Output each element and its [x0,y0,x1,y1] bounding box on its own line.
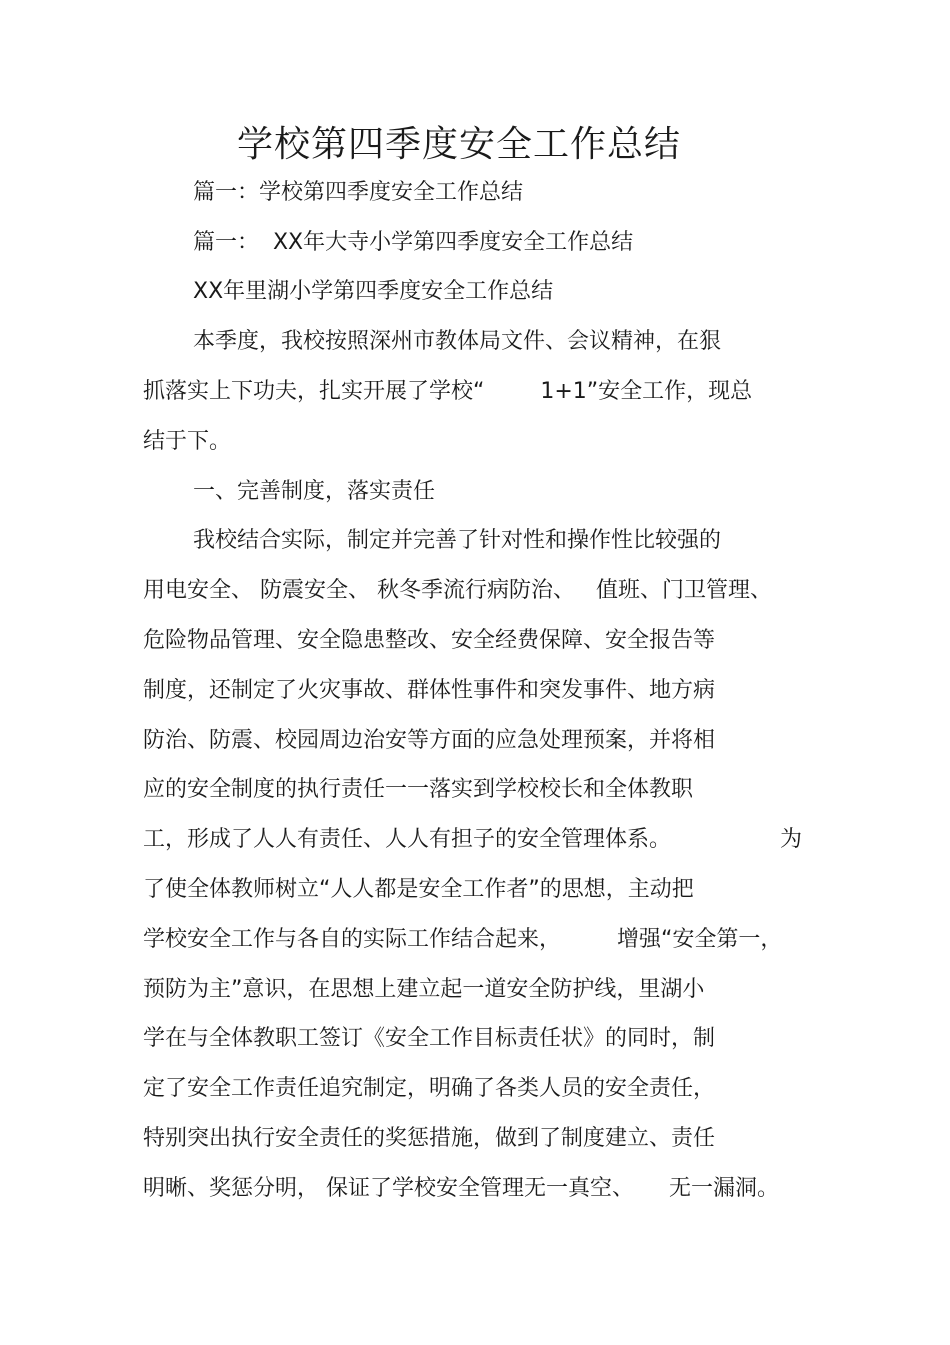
text-line: 定了安全工作责任追究制定，明确了各类人员的安全责任， [143,1076,716,1101]
text-line: 防治、防震、校园周边治安等方面的应急处理预案，并将相 [143,728,716,753]
text-line: 篇一： XX年大寺小学第四季度安全工作总结 [193,230,634,255]
document-title: 学校第四季度安全工作总结 [236,124,681,165]
text-line: 明晰、奖惩分明， 保证了学校安全管理无一真空、 无一漏洞。 [143,1176,779,1201]
text-line: 工，形成了人人有责任、人人有担子的安全管理体系。 [143,827,672,852]
text-line: 特别突出执行安全责任的奖惩措施，做到了制度建立、责任 [143,1126,716,1151]
text-line: 学校安全工作与各自的实际工作结合起来， 增强“安全第一， [143,927,783,952]
text-line: 本季度，我校按照深州市教体局文件、会议精神，在狠 [193,329,722,354]
text-line: 抓落实上下功夫，扎实开展了学校“ 1+1”安全工作，现总 [143,379,753,404]
text-line: 了使全体教师树立“人人都是安全工作者”的思想，主动把 [143,877,694,902]
text-line: 应的安全制度的执行责任一一落实到学校校长和全体教职 [143,777,694,802]
text-line: 我校结合实际，制定并完善了针对性和操作性比较强的 [193,528,722,553]
text-line: XX年里湖小学第四季度安全工作总结 [193,279,554,304]
text-line: 制度，还制定了火灾事故、群体性事件和突发事件、地方病 [143,678,716,703]
text-line: 用电安全、 防震安全、 秋冬季流行病防治、 值班、门卫管理、 [143,578,772,603]
text-line: 学在与全体教职工签订《安全工作目标责任状》的同时，制 [143,1026,716,1051]
text-fragment: 为 [780,827,803,852]
text-line: 预防为主”意识，在思想上建立起一道安全防护线，里湖小 [143,977,705,1002]
section-heading: 一、完善制度，落实责任 [193,479,436,504]
text-line: 危险物品管理、安全隐患整改、安全经费保障、安全报告等 [143,628,716,653]
text-line: 结于下。 [143,429,232,454]
text-line: 篇一：学校第四季度安全工作总结 [193,180,524,205]
